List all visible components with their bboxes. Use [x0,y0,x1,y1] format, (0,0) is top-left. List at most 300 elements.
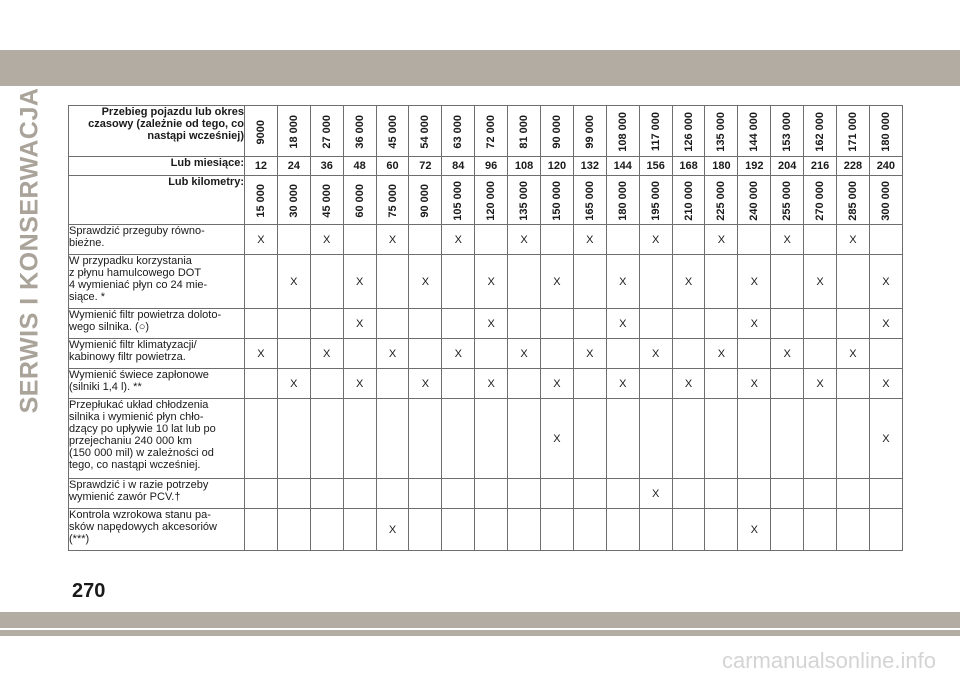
months-row-value: 228 [843,160,863,172]
empty-cell [705,255,738,309]
months-row-cell [277,157,310,176]
task-label: Sprawdzić i w razie potrzeby wymienić zawór PCV.† [69,479,245,509]
mileage-row-value: 117 000 [649,112,662,152]
empty-cell [573,509,606,551]
task-label: Wymienić filtr powietrza doloto- wego silnika. (○) [69,309,245,339]
mileage-row-cell [409,106,442,157]
months-row-value: 120 [547,160,567,172]
empty-cell [639,255,672,309]
months-row-cell [771,157,804,176]
months-row-value: 72 [419,160,432,172]
months-row-cell [508,157,541,176]
service-mark: X [442,225,475,255]
empty-cell [869,509,902,551]
km-row-cell [804,176,837,225]
mileage-row-value: 171 000 [846,112,859,152]
service-mark: X [606,369,639,399]
empty-cell [869,479,902,509]
months-row-cell [541,157,574,176]
km-row-cell [771,176,804,225]
mileage-row-cell [771,106,804,157]
empty-cell [442,509,475,551]
service-mark: X [738,255,771,309]
task-label: W przypadku korzystania z płynu hamulcowego DOT 4 wymieniać płyn co 24 mie- siące. * [69,255,245,309]
service-mark: X [869,369,902,399]
service-mark: X [837,225,870,255]
km-row-value: 60 000 [353,184,366,218]
mileage-row-value: 153 000 [781,112,794,152]
section-side-title [4,87,56,413]
empty-cell [804,399,837,479]
service-mark: X [804,369,837,399]
empty-cell [343,479,376,509]
mileage-row-cell [475,106,508,157]
empty-cell [442,399,475,479]
months-row-cell [705,157,738,176]
empty-cell [442,255,475,309]
empty-cell [771,255,804,309]
empty-cell [409,479,442,509]
service-mark: X [672,255,705,309]
mileage-row-cell [573,106,606,157]
empty-cell [639,309,672,339]
mileage-row-value: 135 000 [715,112,728,152]
empty-cell [277,399,310,479]
empty-cell [639,369,672,399]
km-row-cell [869,176,902,225]
mileage-row-value: 18 000 [287,115,300,149]
empty-cell [277,509,310,551]
task-label: Wymienić filtr klimatyzacji/ kabinowy filtr powietrza. [69,339,245,369]
km-row-cell [277,176,310,225]
table-row [69,225,903,255]
empty-cell [442,369,475,399]
empty-cell [804,225,837,255]
mileage-row-cell [376,106,409,157]
empty-cell [376,399,409,479]
km-row-cell [475,176,508,225]
empty-cell [475,479,508,509]
service-mark: X [771,339,804,369]
empty-cell [541,339,574,369]
service-mark: X [343,309,376,339]
empty-cell [475,225,508,255]
km-row-value: 135 000 [518,181,531,221]
empty-cell [771,369,804,399]
mileage-row-cell [869,106,902,157]
mileage-row-cell [245,106,278,157]
header-band [0,50,960,86]
empty-cell [606,225,639,255]
empty-cell [310,399,343,479]
months-row-value: 144 [613,160,632,172]
empty-cell [573,255,606,309]
empty-cell [672,225,705,255]
empty-cell [738,399,771,479]
service-mark: X [606,309,639,339]
empty-cell [705,509,738,551]
task-label: Przepłukać układ chłodzenia silnika i wymienić płyn chło- dzący po upływie 10 lat lub po przejechaniu 240 000 km (150 000 mil) w zależności od tego, co nastąpi wcześniej. [69,399,245,479]
empty-cell [869,339,902,369]
empty-cell [376,255,409,309]
service-mark: X [541,399,574,479]
empty-cell [245,399,278,479]
service-mark: X [475,255,508,309]
empty-cell [606,399,639,479]
km-row-cell [705,176,738,225]
mileage-row-cell [804,106,837,157]
service-mark: X [639,225,672,255]
empty-cell [245,255,278,309]
empty-cell [705,309,738,339]
mileage-row-cell [606,106,639,157]
empty-cell [705,369,738,399]
service-mark: X [245,339,278,369]
months-row-value: 156 [646,160,665,172]
watermark: carmanualsonline.info [721,648,936,673]
mileage-row-value: 162 000 [814,112,827,152]
mileage-row-cell [705,106,738,157]
km-row-value: 240 000 [748,181,761,221]
empty-cell [541,479,574,509]
empty-cell [672,399,705,479]
task-label: Wymienić świece zapłonowe (silniki 1,4 l). ** [69,369,245,399]
km-row-value: 270 000 [814,181,827,221]
service-mark: X [573,339,606,369]
service-mark: X [343,255,376,309]
months-row-value: 192 [745,160,764,172]
service-mark: X [409,255,442,309]
table-row [69,255,903,309]
empty-cell [738,479,771,509]
km-row-cell [409,176,442,225]
months-row-value: 180 [712,160,731,172]
empty-cell [771,479,804,509]
empty-cell [738,225,771,255]
empty-cell [837,509,870,551]
mileage-row-value: 9000 [254,119,267,145]
service-mark: X [475,309,508,339]
mileage-row-cell [343,106,376,157]
km-row-cell [606,176,639,225]
empty-cell [705,399,738,479]
empty-cell [277,479,310,509]
footer-line [0,630,960,636]
empty-cell [277,309,310,339]
task-label: Kontrola wzrokowa stanu pa- sków napędowych akcesoriów (***) [69,509,245,551]
service-mark: X [639,339,672,369]
maintenance-schedule-table [68,105,903,551]
service-mark: X [738,309,771,339]
footer-band [0,612,960,628]
empty-cell [837,255,870,309]
empty-cell [738,339,771,369]
service-mark: X [705,225,738,255]
task-label: Sprawdzić przeguby równo- bieżne. [69,225,245,255]
km-row-value: 150 000 [550,181,563,221]
km-row-value: 195 000 [649,181,662,221]
months-row-cell [573,157,606,176]
km-row-cell [376,176,409,225]
km-row-value: 225 000 [715,181,728,221]
mileage-row-cell [672,106,705,157]
mileage-row-cell [541,106,574,157]
empty-cell [606,509,639,551]
service-mark: X [442,339,475,369]
empty-cell [573,309,606,339]
service-mark: X [277,255,310,309]
months-row-cell [409,157,442,176]
mileage-row-cell [508,106,541,157]
months-row-cell [738,157,771,176]
mileage-row-value: 72 000 [485,115,498,149]
service-mark: X [541,369,574,399]
months-row-cell [837,157,870,176]
empty-cell [343,339,376,369]
empty-cell [245,509,278,551]
mileage-row-value: 126 000 [682,112,695,152]
empty-cell [310,309,343,339]
months-row-value: 96 [485,160,498,172]
km-row-cell [573,176,606,225]
empty-cell [310,255,343,309]
empty-cell [343,509,376,551]
mileage-row-value: 63 000 [452,115,465,149]
empty-cell [837,399,870,479]
service-mark: X [771,225,804,255]
empty-cell [606,339,639,369]
empty-cell [409,309,442,339]
months-row-value: 240 [876,160,896,172]
table-row [69,339,903,369]
km-row-cell [541,176,574,225]
months-row-cell [442,157,475,176]
km-row-cell [442,176,475,225]
km-row-label: Lub kilometry: [69,176,245,225]
km-row-cell [672,176,705,225]
km-row [69,176,903,225]
mileage-row-cell [442,106,475,157]
mileage-row-cell [277,106,310,157]
service-mark: X [573,225,606,255]
months-row-cell [245,157,278,176]
km-row-value: 105 000 [452,181,465,221]
empty-cell [508,399,541,479]
empty-cell [376,309,409,339]
service-mark: X [376,225,409,255]
km-row-value: 300 000 [879,181,892,221]
service-mark: X [475,369,508,399]
table-row [69,509,903,551]
mileage-row-value: 180 000 [879,112,892,152]
empty-cell [245,369,278,399]
km-row-cell [738,176,771,225]
empty-cell [771,309,804,339]
empty-cell [442,479,475,509]
km-row-value: 255 000 [781,181,794,221]
months-row-value: 216 [810,160,830,172]
empty-cell [508,309,541,339]
months-row-value: 108 [514,160,534,172]
empty-cell [475,399,508,479]
table-row [69,399,903,479]
service-mark: X [738,369,771,399]
empty-cell [837,309,870,339]
mileage-row-value: 45 000 [386,115,399,149]
empty-cell [245,309,278,339]
months-row-value: 36 [320,160,333,172]
empty-cell [639,399,672,479]
empty-cell [376,369,409,399]
months-row-cell [343,157,376,176]
empty-cell [475,509,508,551]
empty-cell [705,479,738,509]
service-mark: X [376,339,409,369]
mileage-row-value: 54 000 [419,115,432,149]
service-mark: X [310,339,343,369]
empty-cell [672,479,705,509]
mileage-row-value: 36 000 [353,115,366,149]
empty-cell [804,309,837,339]
km-row-value: 90 000 [419,184,432,218]
empty-cell [573,399,606,479]
empty-cell [442,309,475,339]
km-row-value: 210 000 [682,181,695,221]
months-row [69,157,903,176]
empty-cell [639,509,672,551]
mileage-row-value: 27 000 [320,115,333,149]
service-mark: X [804,255,837,309]
empty-cell [508,509,541,551]
empty-cell [310,369,343,399]
empty-cell [606,479,639,509]
service-mark: X [738,509,771,551]
empty-cell [508,369,541,399]
months-row-value: 48 [353,160,366,172]
service-mark: X [869,399,902,479]
service-mark: X [837,339,870,369]
empty-cell [804,479,837,509]
km-row-value: 45 000 [320,184,333,218]
km-row-value: 180 000 [616,181,629,221]
mileage-row-label: Przebieg pojazdu lub okres czasowy (zależnie od tego, co nastąpi wcześniej) [69,106,245,157]
empty-cell [771,509,804,551]
service-mark: X [508,225,541,255]
empty-cell [837,479,870,509]
empty-cell [869,225,902,255]
empty-cell [409,509,442,551]
km-row-cell [837,176,870,225]
service-mark: X [409,369,442,399]
km-row-cell [639,176,672,225]
months-row-value: 24 [287,160,300,172]
mileage-row-cell [738,106,771,157]
section-title-text: SERWIS I KONSERWACJA [15,87,44,413]
empty-cell [277,339,310,369]
empty-cell [837,369,870,399]
empty-cell [541,225,574,255]
service-mark: X [245,225,278,255]
months-row-value: 60 [386,160,399,172]
service-mark: X [508,339,541,369]
months-row-value: 168 [679,160,698,172]
empty-cell [541,509,574,551]
empty-cell [573,479,606,509]
table-row [69,479,903,509]
empty-cell [409,399,442,479]
service-mark: X [869,255,902,309]
months-row-cell [310,157,343,176]
months-row-cell [804,157,837,176]
months-row-label: Lub miesiące: [69,157,245,176]
mileage-row-cell [837,106,870,157]
months-row-cell [869,157,902,176]
empty-cell [475,339,508,369]
service-mark: X [376,509,409,551]
mileage-row-value: 108 000 [616,112,629,152]
km-row-value: 75 000 [386,184,399,218]
empty-cell [508,479,541,509]
months-row-value: 132 [580,160,600,172]
empty-cell [508,255,541,309]
service-mark: X [869,309,902,339]
service-mark: X [541,255,574,309]
km-row-cell [343,176,376,225]
mileage-row-cell [639,106,672,157]
service-mark: X [310,225,343,255]
km-row-cell [508,176,541,225]
empty-cell [310,479,343,509]
months-row-cell [606,157,639,176]
table-row [69,369,903,399]
months-row-cell [376,157,409,176]
months-row-value: 12 [254,160,268,172]
km-row-value: 165 000 [583,181,596,221]
empty-cell [310,509,343,551]
mileage-row-value: 81 000 [518,115,531,149]
empty-cell [804,509,837,551]
km-row-value: 120 000 [485,181,498,221]
mileage-row-value: 144 000 [748,112,761,152]
empty-cell [672,509,705,551]
page-number: 270 [72,580,106,602]
empty-cell [409,339,442,369]
service-mark: X [343,369,376,399]
service-mark: X [606,255,639,309]
empty-cell [245,479,278,509]
empty-cell [672,339,705,369]
months-row-value: 84 [452,160,465,172]
service-mark: X [705,339,738,369]
empty-cell [409,225,442,255]
km-row-value: 15 000 [254,184,267,218]
km-row-value: 285 000 [846,181,859,221]
service-mark: X [639,479,672,509]
empty-cell [672,309,705,339]
service-mark: X [672,369,705,399]
km-row-value: 30 000 [287,184,300,218]
mileage-row [69,106,903,157]
km-row-cell [245,176,278,225]
months-row-cell [672,157,705,176]
empty-cell [541,309,574,339]
empty-cell [376,479,409,509]
mileage-row-cell [310,106,343,157]
mileage-row-value: 99 000 [583,115,596,149]
months-row-cell [475,157,508,176]
mileage-row-value: 90 000 [550,115,563,149]
months-row-cell [639,157,672,176]
